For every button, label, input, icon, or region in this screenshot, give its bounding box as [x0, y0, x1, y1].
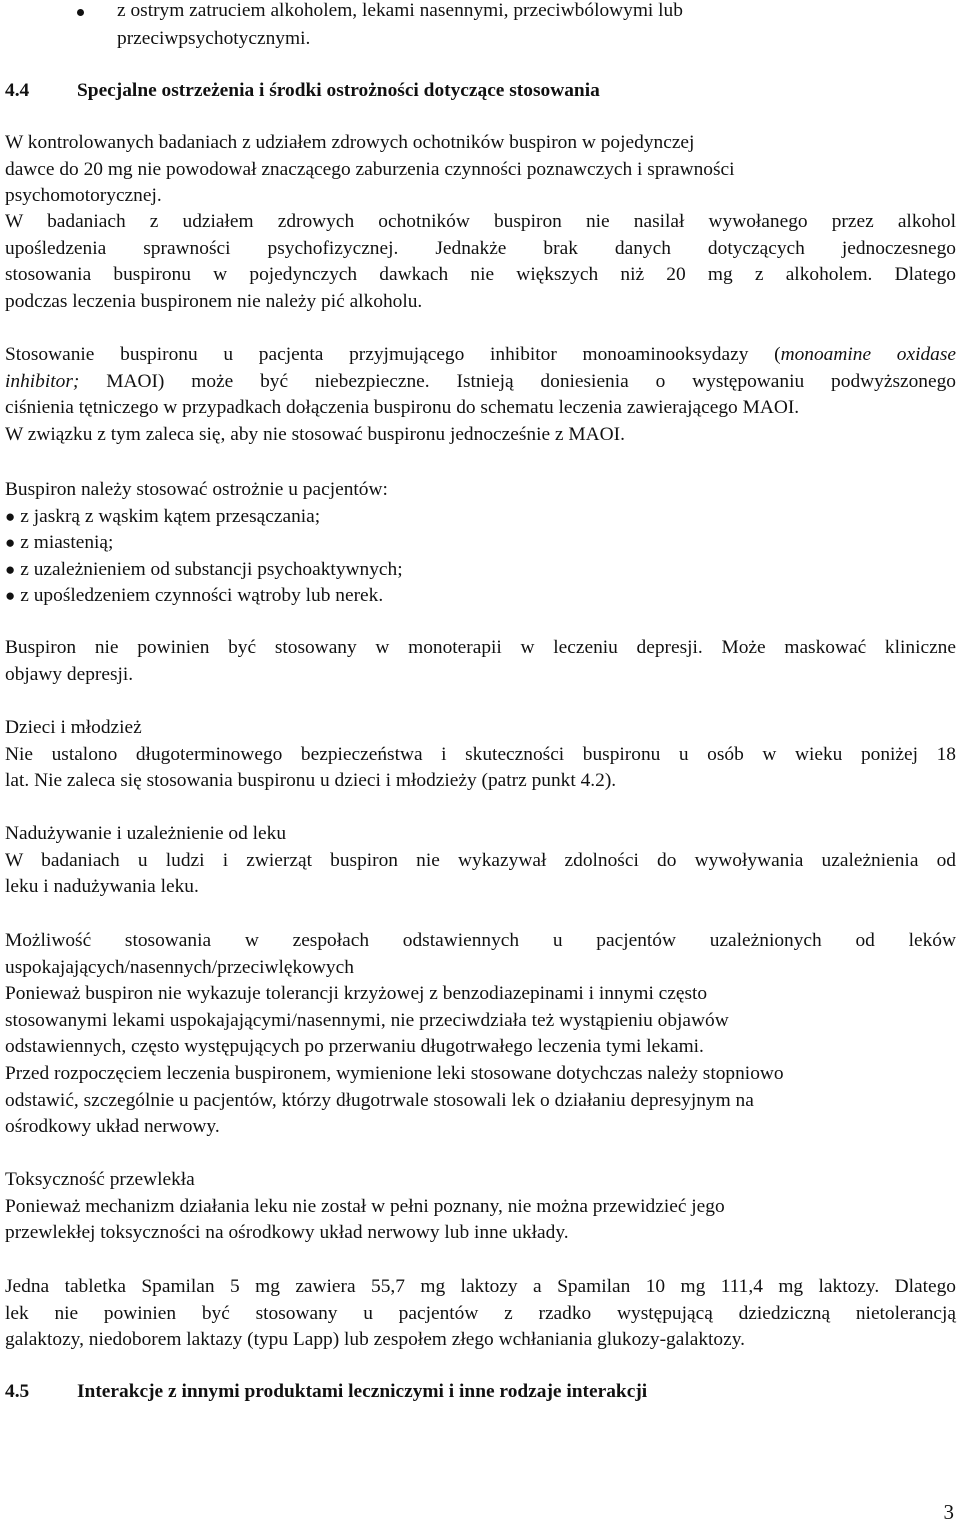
- caution-list: [5, 477, 956, 610]
- list-item: [5, 504, 956, 531]
- text-line: Ponieważ mechanizm działania leku nie został w pełni poznany, nie można przewidzieć jego: [5, 1195, 725, 1217]
- page-number: 3: [943, 1500, 954, 1524]
- text-line: ośrodkowy układ nerwowy.: [5, 1116, 220, 1138]
- paragraph-abuse: [5, 821, 956, 901]
- text-line: objawy depresji.: [5, 663, 134, 685]
- paragraph-depression: [5, 635, 956, 688]
- list-item: [5, 530, 956, 557]
- text-line: Buspiron nie powinien być stosowany w monoterapii w leczeniu depresji. Może maskować kliniczne: [5, 637, 956, 658]
- subheading-line: Możliwość stosowania w zespołach odstawiennych u pacjentów uzależnionych od leków: [5, 930, 956, 951]
- paragraph-maoi: [5, 342, 956, 448]
- text-line: odstawiennych, często występujących po przerwaniu długotrwałego leczenia tymi lekami.: [5, 1036, 704, 1058]
- text-line: psychomotorycznej.: [5, 185, 162, 207]
- paragraph-psychomotor: [5, 130, 956, 210]
- section-number: 4.4: [5, 80, 30, 101]
- text-line: Jedna tabletka Spamilan 5 mg zawiera 55,7 mg laktozy a Spamilan 10 mg 111,4 mg laktozy. Dlatego: [5, 1276, 956, 1297]
- bullet-icon: ●: [5, 533, 16, 553]
- text-line: przewlekłej toksyczności na ośrodkowy układ nerwowy lub inne układy.: [5, 1222, 569, 1244]
- bullet-icon: ●: [5, 506, 16, 526]
- contraindication-bullet-item: [5, 0, 956, 53]
- text-line: leku i nadużywania leku.: [5, 876, 199, 898]
- section-title: Interakcje z innymi produktami leczniczymi i inne rodzaje interakcji: [77, 1381, 648, 1402]
- list-item-text: z uzależnieniem od substancji psychoaktywnych;: [20, 558, 403, 580]
- subheading: Toksyczność przewlekła: [5, 1169, 195, 1190]
- bullet-icon: ●: [5, 586, 16, 606]
- subheading: Dzieci i młodzież: [5, 717, 142, 738]
- text-line: dawce do 20 mg nie powodował znaczącego zaburzenia czynności poznawczych i sprawności: [5, 158, 735, 180]
- subheading-line: uspokajających/nasennych/przeciwlękowych: [5, 956, 354, 978]
- list-item: [5, 557, 956, 584]
- text-line: [5, 342, 956, 369]
- bullet-text-line: z ostrym zatruciem alkoholem, lekami nasennymi, przeciwbólowymi lub: [117, 0, 683, 21]
- text-line: odstawić, szczególnie u pacjentów, którzy długotrwale stosowali lek o działaniu depresyjnym na: [5, 1089, 754, 1111]
- list-item-text: z miastenią;: [20, 532, 114, 554]
- paragraph-lactose: [5, 1274, 956, 1354]
- text-line: Przed rozpoczęciem leczenia buspironem, wymienione leki stosowane dotychczas należy stopniowo: [5, 1062, 784, 1084]
- text-line: stosowanymi lekami uspokajającymi/nasennymi, nie przeciwdziała też wystąpieniu objawów: [5, 1009, 729, 1031]
- text-fragment: MAOI) może być niebezpieczne. Istnieją doniesienia o występowaniu podwyższonego: [79, 370, 956, 392]
- section-heading-4-5: [5, 1378, 956, 1406]
- list-item-text: z upośledzeniem czynności wątroby lub nerek.: [20, 585, 384, 607]
- bullet-icon: ●: [5, 559, 16, 579]
- italic-term: monoamine oxidase: [780, 344, 956, 365]
- section-number: 4.5: [5, 1381, 30, 1402]
- section-title: Specjalne ostrzeżenia i środki ostrożności dotyczące stosowania: [77, 80, 600, 101]
- paragraph-withdrawal: [5, 928, 956, 1141]
- text-line: podczas leczenia buspironem nie należy pić alkoholu.: [5, 290, 423, 312]
- paragraph-toxicity: [5, 1167, 956, 1247]
- text-line: Nie ustalono długoterminowego bezpieczeństwa i skuteczności buspironu u osób w wieku poniżej 18: [5, 743, 956, 765]
- text-line: Ponieważ buspiron nie wykazuje tolerancji krzyżowej z benzodiazepinami i innymi często: [5, 983, 708, 1005]
- text-line: ciśnienia tętniczego w przypadkach dołączenia buspironu do schematu leczenia zawierającego MAOI.: [5, 397, 800, 419]
- text-line: W związku z tym zaleca się, aby nie stosować buspironu jednocześnie z MAOI.: [5, 423, 625, 445]
- list-item: [5, 583, 956, 610]
- text-line: W badaniach z udziałem zdrowych ochotników buspiron nie nasilał wywołanego przez alkohol: [5, 211, 956, 232]
- text-line: galaktozy, niedoborem laktazy (typu Lapp) lub zespołem złego wchłaniania glukozy-galaktozy.: [5, 1329, 745, 1351]
- text-line: stosowania buspironu w pojedynczych dawkach nie większych niż 20 mg z alkoholem. Dlatego: [5, 264, 956, 286]
- text-line: W kontrolowanych badaniach z udziałem zdrowych ochotników buspiron w pojedynczej: [5, 132, 695, 153]
- section-heading-4-4: [5, 77, 956, 105]
- text-line: [5, 369, 956, 396]
- text-line: W badaniach u ludzi i zwierząt buspiron nie wykazywał zdolności do wywoływania uzależnienia od: [5, 849, 956, 871]
- paragraph-children: [5, 715, 956, 795]
- subheading: Nadużywanie i uzależnienie od leku: [5, 823, 287, 844]
- bullet-dot-icon: [77, 9, 84, 16]
- text-fragment: Stosowanie buspironu u pacjenta przyjmującego inhibitor monoaminooksydazy (: [5, 344, 781, 365]
- text-line: lat. Nie zaleca się stosowania buspironu u dzieci i młodzieży (patrz punkt 4.2).: [5, 770, 617, 792]
- caution-intro: Buspiron należy stosować ostrożnie u pacjentów:: [5, 479, 388, 500]
- italic-term: inhibitor;: [5, 370, 80, 392]
- list-item-text: z jaskrą z wąskim kątem przesączania;: [20, 505, 321, 527]
- bullet-text-line: przeciwpsychotycznymi.: [117, 28, 311, 49]
- paragraph-alcohol: [5, 209, 956, 315]
- text-line: upośledzenia sprawności psychofizycznej. Jednakże brak danych dotyczących jednoczesnego: [5, 237, 956, 259]
- text-line: lek nie powinien być stosowany u pacjentów z rzadko występującą dziedziczną nietolerancją: [5, 1302, 956, 1324]
